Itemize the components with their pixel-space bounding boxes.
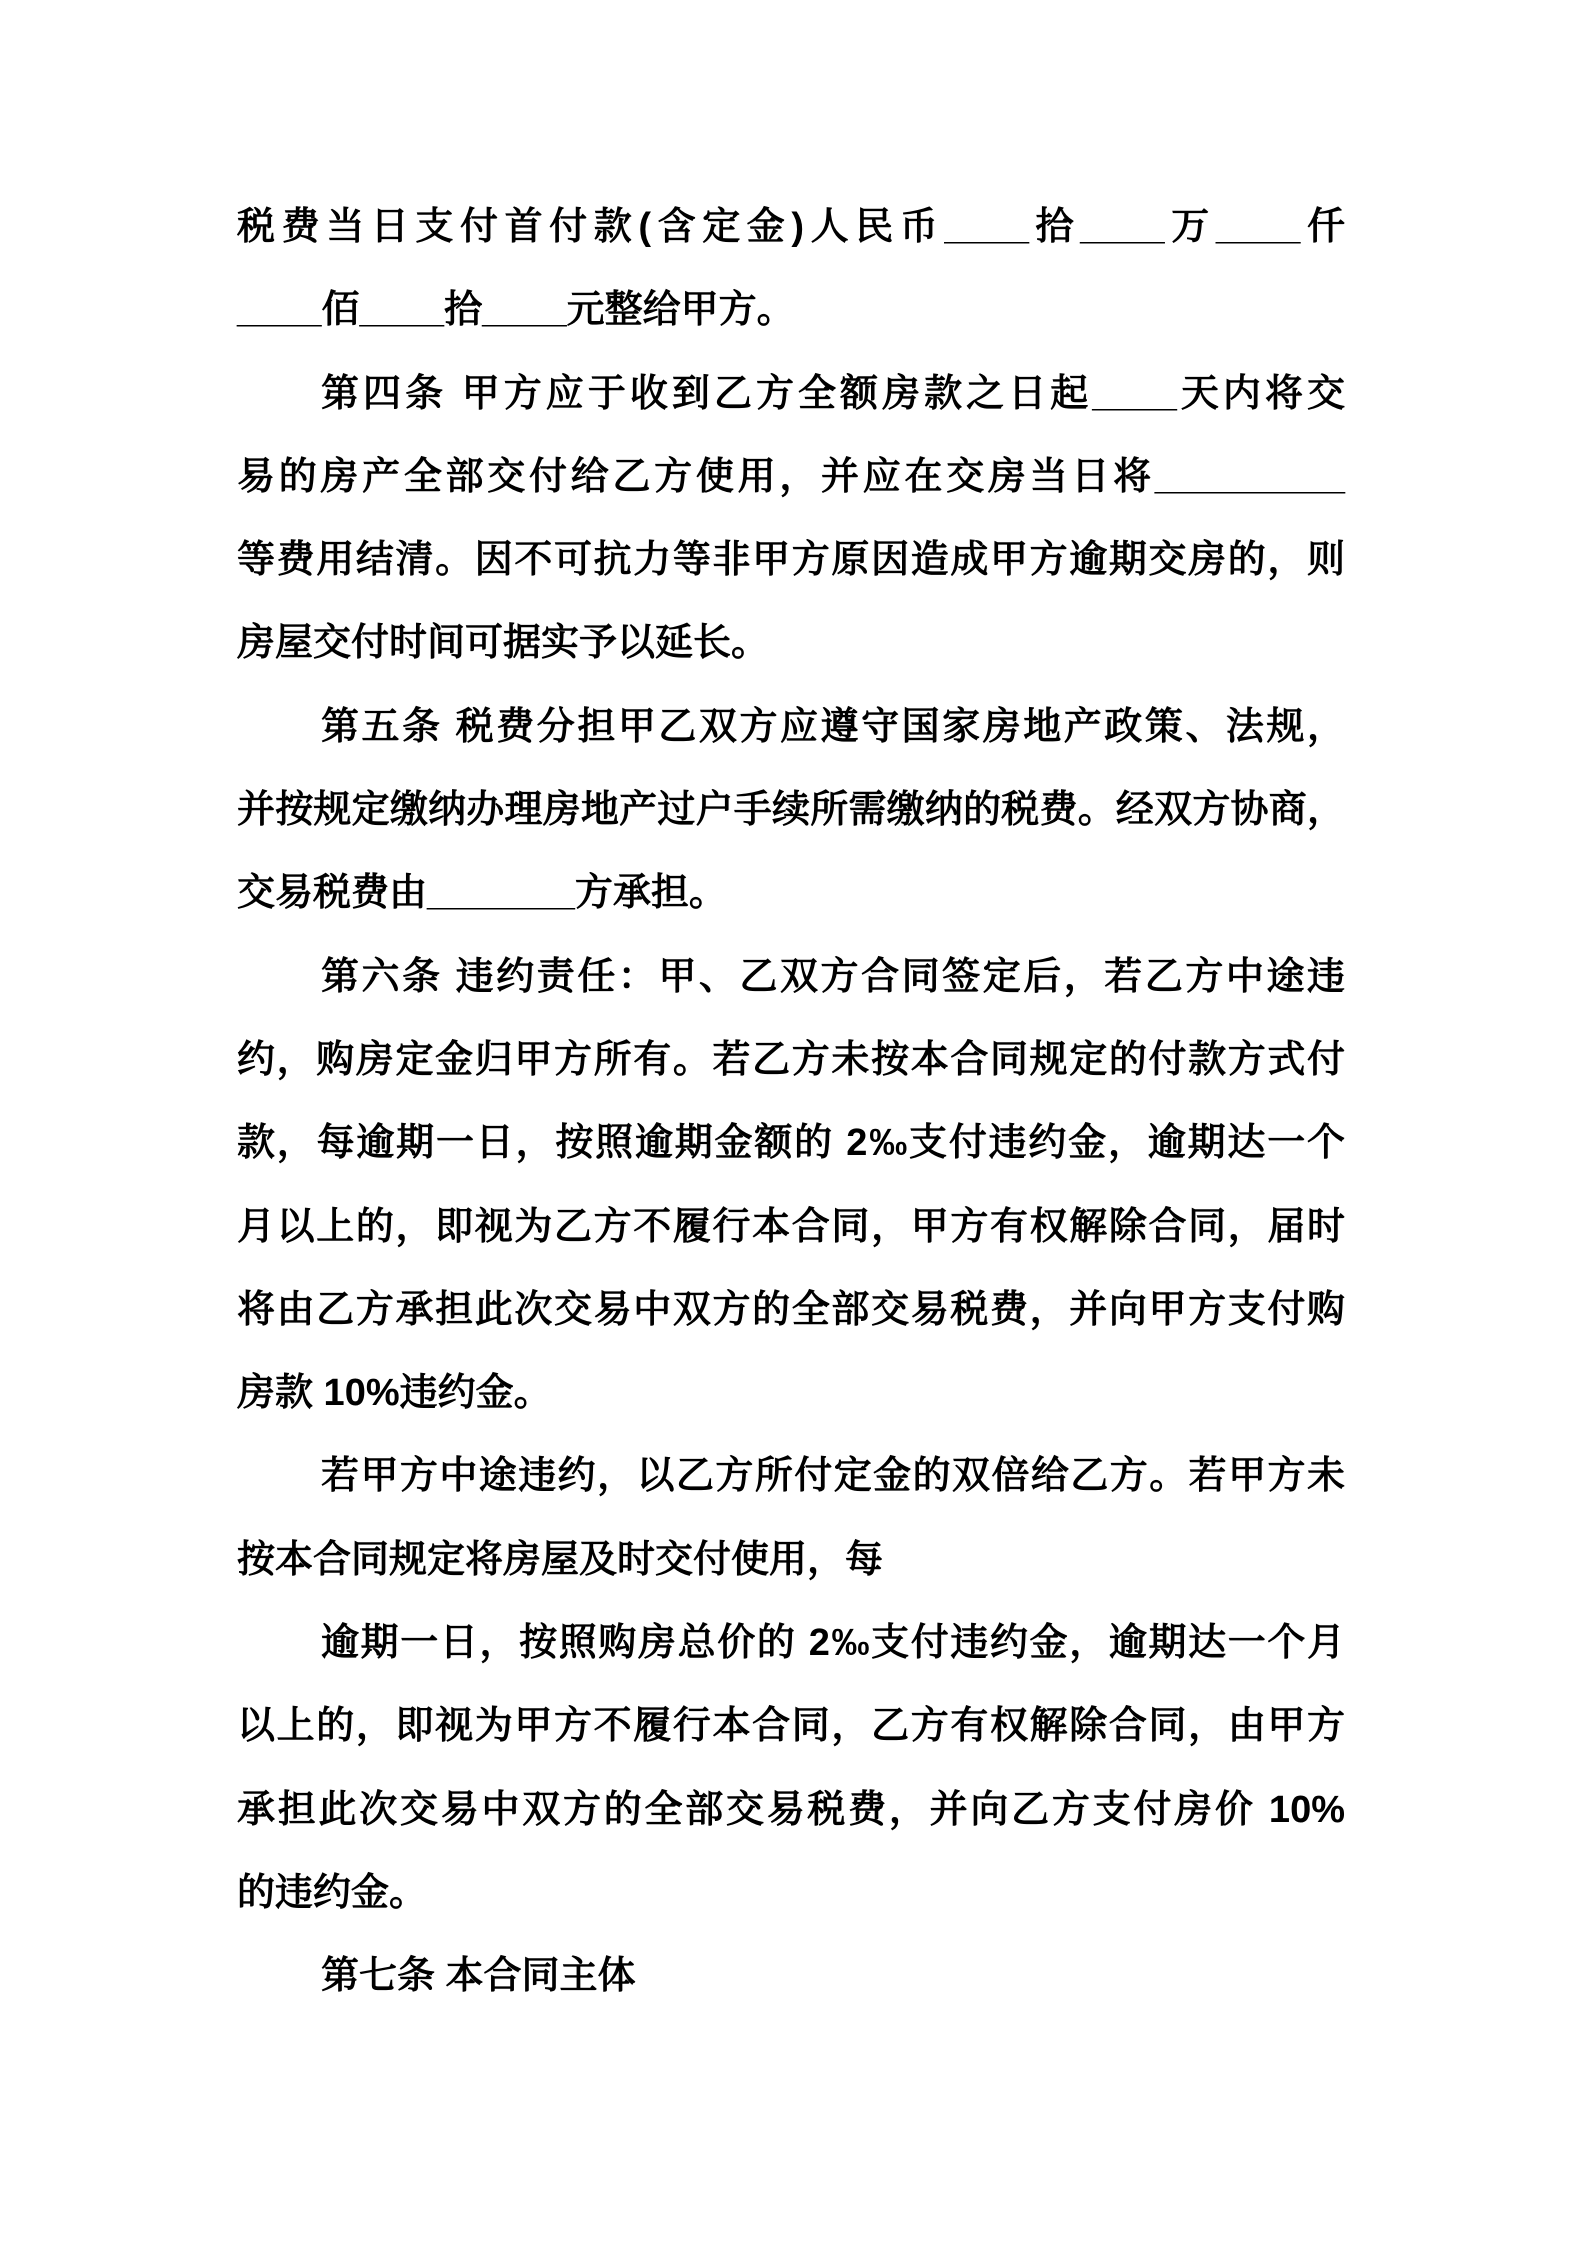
contract-line-5: 等费用结清。因不可抗力等非甲方原因造成甲方逾期交房的，则 <box>237 539 1345 582</box>
contract-line-14: 将由乙方承担此次交易中双方的全部交易税费，并向甲方支付购 <box>237 1288 1345 1331</box>
contract-line-12: 款，每逾期一日，按照逾期金额的 2‰支付违约金，逾期达一个 <box>237 1122 1345 1165</box>
contract-line-8: 并按规定缴纳办理房地产过户手续所需缴纳的税费。经双方协商， <box>237 789 1345 832</box>
contract-line-6: 房屋交付时间可据实予以延长。 <box>237 622 770 665</box>
contract-line-15: 房款 10%违约金。 <box>237 1372 552 1415</box>
document-body <box>237 186 1345 2019</box>
contract-line-11: 约，购房定金归甲方所有。若乙方未按本合同规定的付款方式付 <box>237 1038 1345 1081</box>
contract-line-20: 承担此次交易中双方的全部交易税费，并向乙方支付房价 10% <box>237 1788 1345 1831</box>
contract-line-7: 第五条 税费分担甲乙双方应遵守国家房地产政策、法规， <box>321 705 1345 748</box>
contract-line-13: 月以上的，即视为乙方不履行本合同，甲方有权解除合同，届时 <box>237 1205 1345 1248</box>
contract-line-22: 第七条 本合同主体 <box>321 1955 636 1998</box>
contract-line-17: 按本合同规定将房屋及时交付使用，每 <box>237 1538 884 1581</box>
contract-line-4: 易的房产全部交付给乙方使用，并应在交房当日将_________ <box>237 455 1345 498</box>
contract-line-21: 的违约金。 <box>237 1871 428 1914</box>
contract-line-9: 交易税费由_______方承担。 <box>237 872 727 915</box>
contract-line-1: 税费当日支付首付款(含定金)人民币____拾____万____仟 <box>237 206 1345 248</box>
contract-line-3: 第四条 甲方应于收到乙方全额房款之日起____天内将交 <box>321 372 1345 415</box>
contract-line-10: 第六条 违约责任：甲、乙双方合同签定后，若乙方中途违 <box>321 955 1345 998</box>
contract-line-16: 若甲方中途违约，以乙方所付定金的双倍给乙方。若甲方未 <box>321 1455 1345 1498</box>
contract-line-2: ____佰____拾____元整给甲方。 <box>237 289 795 332</box>
contract-line-18: 逾期一日，按照购房总价的 2‰支付违约金，逾期达一个月 <box>321 1622 1345 1665</box>
contract-line-19: 以上的，即视为甲方不履行本合同，乙方有权解除合同，由甲方 <box>237 1705 1345 1748</box>
